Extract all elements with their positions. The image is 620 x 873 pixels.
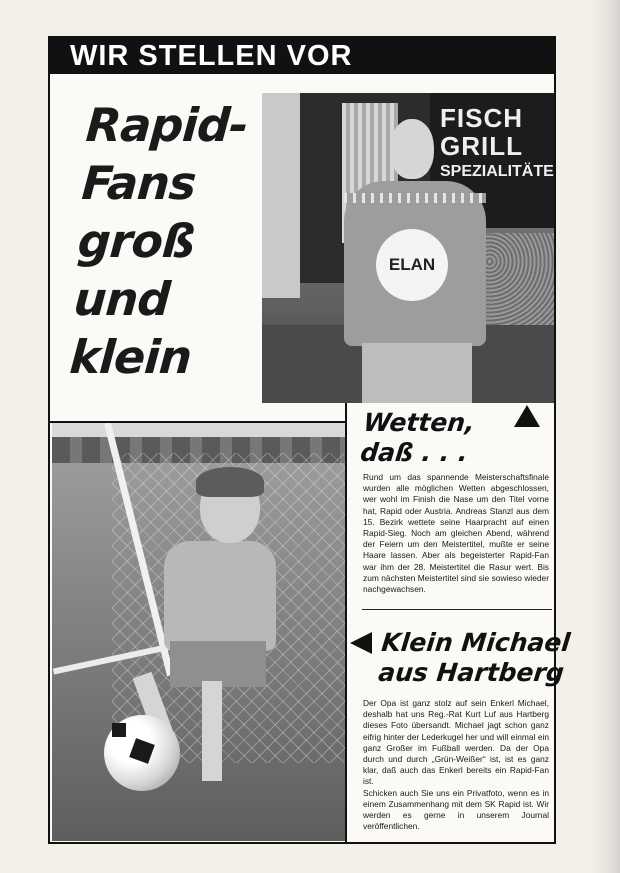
- row-divider: [48, 421, 347, 423]
- column-divider: [345, 403, 347, 844]
- section-header: WIR STELLEN VOR: [48, 36, 556, 74]
- photo-child-shirt: [164, 541, 276, 651]
- article1-title: [359, 408, 475, 468]
- article2-title: [377, 628, 572, 688]
- article2-title-line2: aus Hartberg: [376, 658, 566, 687]
- shop-sign-line1: FISCH: [440, 103, 523, 133]
- photo-shirt-stripes: [344, 193, 486, 203]
- headline-line: Rapid-: [84, 98, 250, 152]
- shop-sign-line2: GRILL: [440, 131, 523, 161]
- article2-paragraph: Schicken auch Sie uns ein Privatfoto, wenn es in einem Zusammenhang mit dem SK Rapid ist. Wir werden es gerne in unserem Journal veröffentlichen.: [363, 787, 549, 832]
- photo-child-with-football: [52, 423, 345, 841]
- headline: [68, 96, 268, 386]
- photo-child-leg: [202, 681, 222, 781]
- headline-line: Fans: [80, 156, 198, 210]
- page-edge-shadow: [590, 0, 620, 873]
- article1-body: Rund um das spannende Meisterschaftsfinale wurden alle möglichen Wetten abgeschlossen, wer wohl im Finish die Nase um den Titel vorne hat, Rapid oder Austria. Andreas Stanzl aus dem 15. Bezirk wettete seine Haarpracht auf einen Rapid-Sieg. Noch am gleichen Abend, während der Feiern um den Meistertitel, mußte er seine Haare lassen. Aber als begeisterter Rapid-Fan war ihm der 28. Meistertitel die Rasur wert. Bis zum nächsten Meistertitel sind sie sowieso wieder nachgewachsen.: [363, 472, 549, 595]
- triangle-left-icon: [350, 632, 372, 654]
- article1-title-text: Wetten, daß . . .: [358, 408, 477, 467]
- photo-door: [262, 93, 300, 298]
- triangle-up-icon: [514, 405, 540, 427]
- article2-body: [363, 698, 549, 832]
- shirt-logo: ELAN: [376, 229, 448, 301]
- article2-paragraph: Der Opa ist ganz stolz auf sein Enkerl Michael, deshalb hat uns Reg.-Rat Kurt Luf aus Hartberg dieses Foto übersandt. Michael jagt schon ganz eifrig hinter der Lederkugel her und will einmal ein ganz Großer im Fußball werden. Da der Opa durch und durch „Grün-Weißer“ ist, ist es ganz klar, daß auch das Enkerl bereits ein Rapid-Fan ist.: [363, 698, 549, 787]
- photo-person-head: [390, 119, 434, 179]
- headline-line: groß: [76, 214, 197, 268]
- article-separator: [362, 609, 552, 610]
- photo-person-jeans: [362, 343, 472, 403]
- shop-sign-line3: SPEZIALITÄTE: [440, 163, 554, 180]
- headline-line: und: [72, 272, 172, 326]
- headline-line: klein: [68, 330, 193, 384]
- photo-child-hair: [196, 467, 264, 497]
- football-patch: [112, 723, 126, 737]
- article2-title-line1: Klein Michael: [380, 628, 572, 657]
- photo-fan-with-shaved-head: [262, 93, 554, 403]
